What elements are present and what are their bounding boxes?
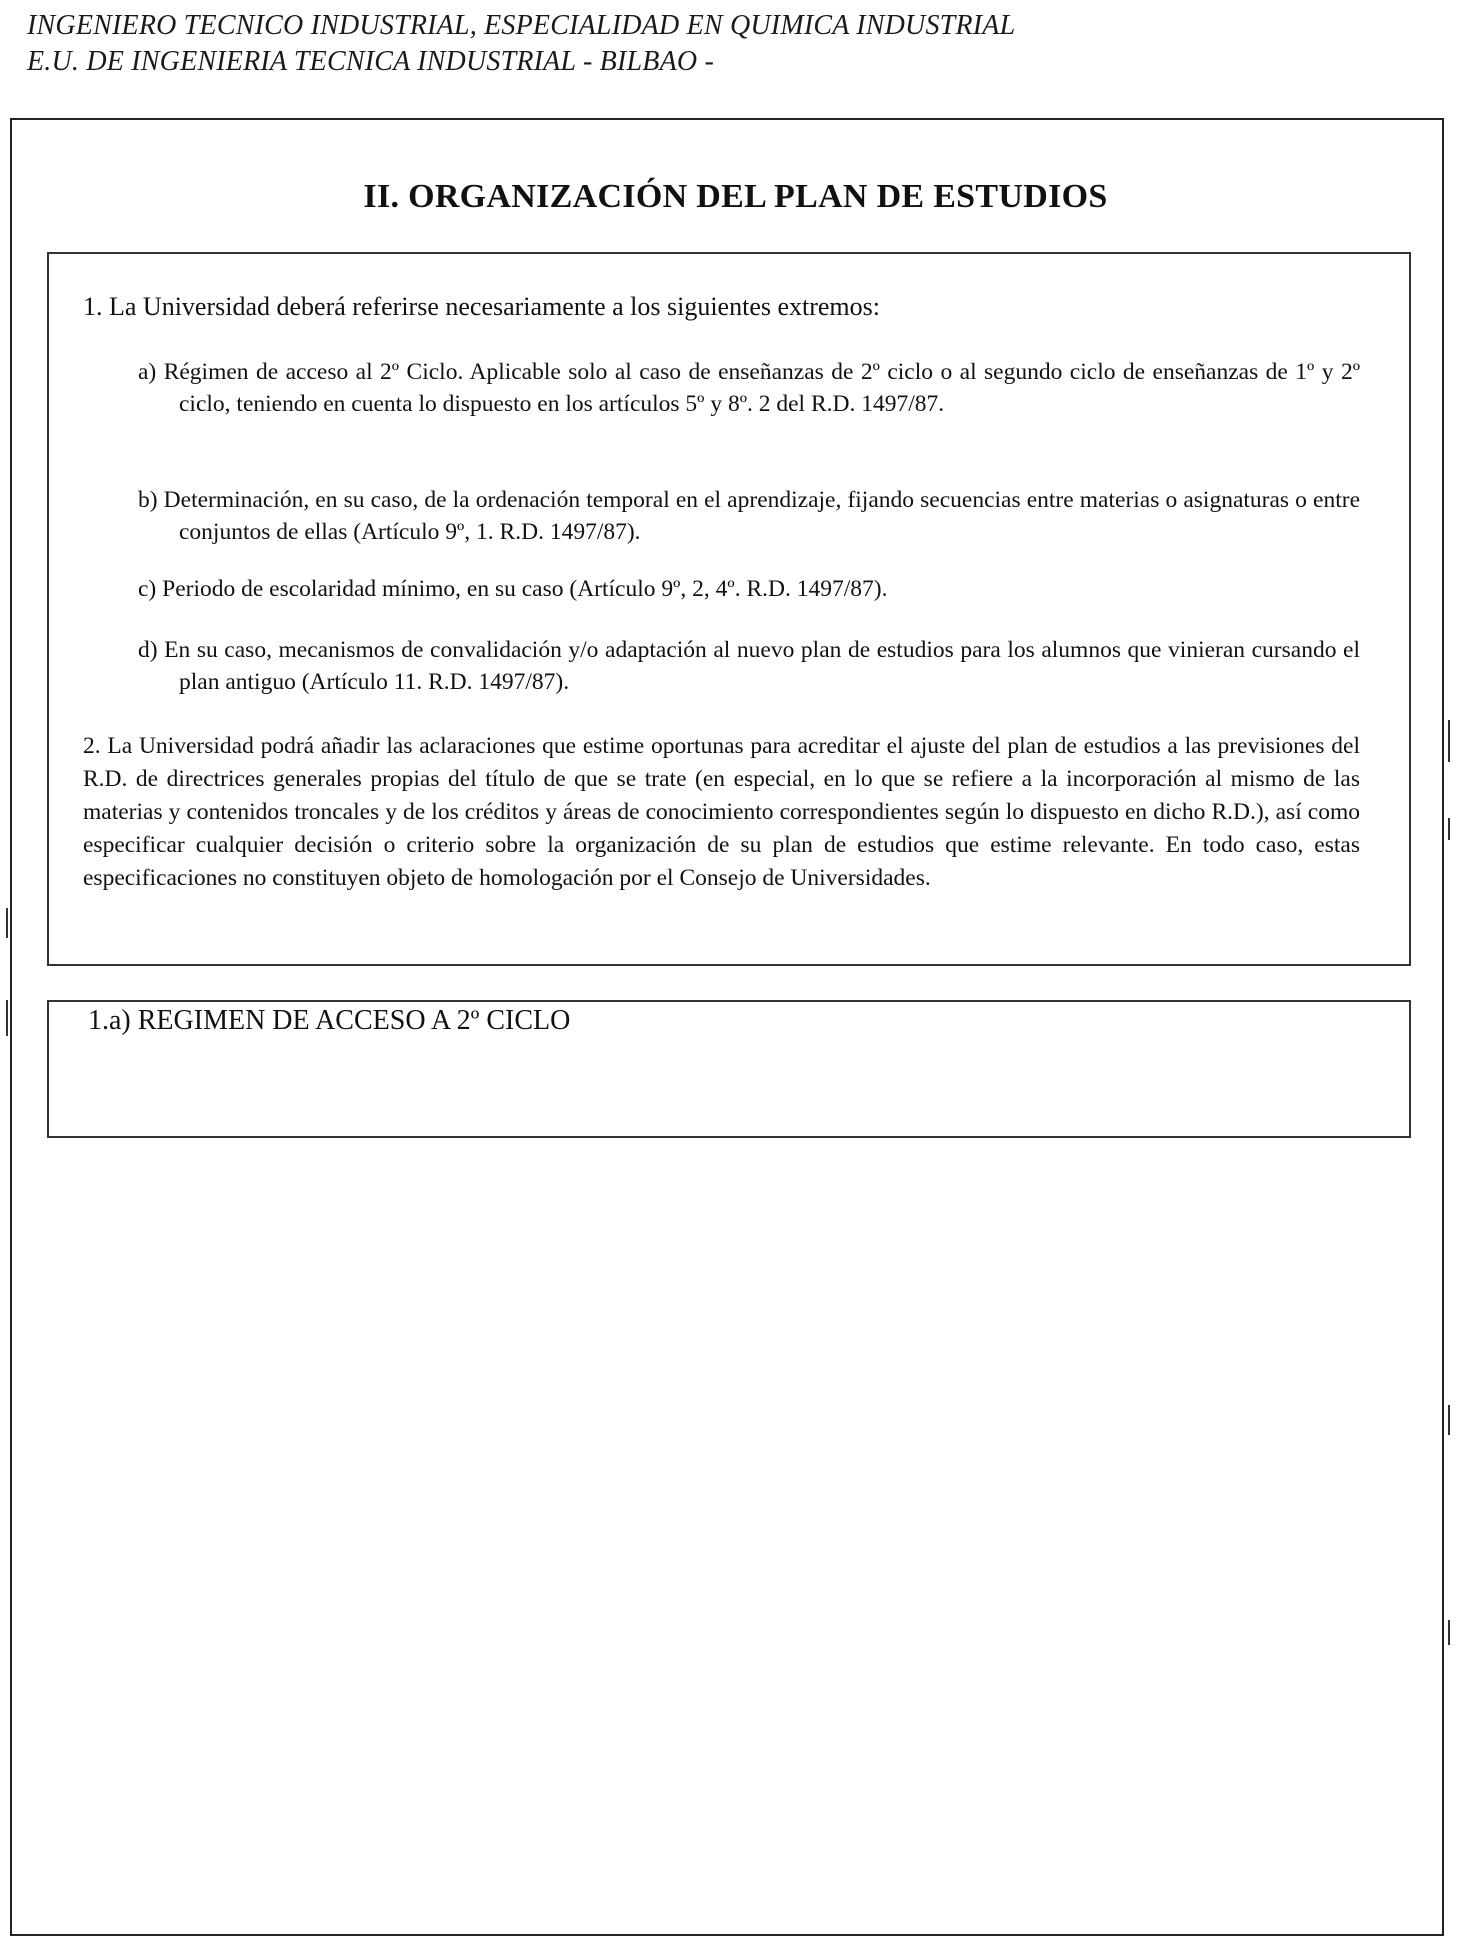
scan-mark xyxy=(1448,1620,1450,1645)
section-title: II. ORGANIZACIÓN DEL PLAN DE ESTUDIOS xyxy=(363,178,1108,215)
instructions-paragraph-2: 2. La Universidad podrá añadir las aclaraciones que estime oportunas para acreditar el ajuste del plan de estudios a las previsiones del R.D. de directrices generales propias del título de que se trate (en especial, en lo que se refiere a la incorporación al mismo de las materias y contenidos troncales y de los créditos y áreas de conocimiento correspondientes según lo dispuesto en dicho R.D.), así como especificar cualquier decisión o criterio sobre la organización de su plan de estudios que estime relevante. En todo caso, estas especificaciones no constituyen objeto de homologación por el Consejo de Universidades. xyxy=(83,733,1360,891)
instruction-item-d: d) En su caso, mecanismos de convalidación y/o adaptación al nuevo plan de estudios para los alumnos que vinieran cursando el plan antiguo (Artículo 11. R.D. 1497/87). xyxy=(138,637,1360,695)
scan-mark xyxy=(1448,818,1450,840)
instructions-intro: 1. La Universidad deberá referirse necesariamente a los siguientes extremos: xyxy=(83,292,880,321)
scan-mark xyxy=(6,1000,8,1036)
scan-mark xyxy=(1448,1405,1450,1435)
acceso-title: 1.a) REGIMEN DE ACCESO A 2º CICLO xyxy=(88,1005,571,1036)
instruction-item-b: b) Determinación, en su caso, de la ordenación temporal en el aprendizaje, fijando secuencias entre materias o asignaturas o entre conjuntos de ellas (Artículo 9º, 1. R.D. 1497/87). xyxy=(138,487,1360,545)
header-degree-title: INGENIERO TECNICO INDUSTRIAL, ESPECIALIDAD EN QUIMICA INDUSTRIAL xyxy=(27,10,1016,41)
page-header xyxy=(27,8,1015,80)
header-school-name: E.U. DE INGENIERIA TECNICA INDUSTRIAL - BILBAO - xyxy=(27,46,715,77)
instruction-item-c: c) Periodo de escolaridad mínimo, en su caso (Artículo 9º, 2, 4º. R.D. 1497/87). xyxy=(138,576,888,602)
scan-mark xyxy=(1448,720,1450,762)
instruction-item-a: a) Régimen de acceso al 2º Ciclo. Aplicable solo al caso de enseñanzas de 2º ciclo o al segundo ciclo de enseñanzas de 1º y 2º ciclo, teniendo en cuenta lo dispuesto en los artículos 5º y 8º. 2 del R.D. 1497/87. xyxy=(138,359,1360,417)
scan-mark xyxy=(6,908,8,938)
